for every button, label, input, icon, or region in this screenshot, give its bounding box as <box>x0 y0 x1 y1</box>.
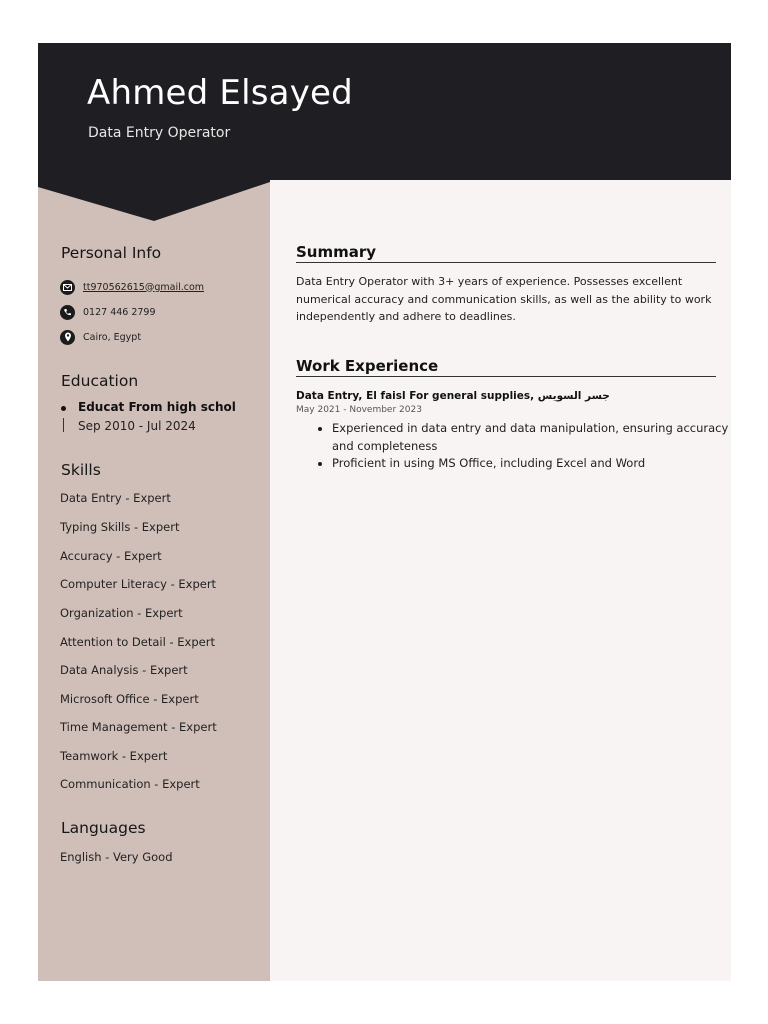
location-row <box>60 329 141 345</box>
skill-item: Data Entry - Expert <box>60 491 171 505</box>
skill-item: Microsoft Office - Expert <box>60 692 199 706</box>
job-title: Data Entry, El faisl For general supplies, جسر السويس <box>296 390 610 402</box>
education-heading: Education <box>61 372 139 390</box>
job-dates: May 2021 - November 2023 <box>296 405 422 415</box>
summary-text: Data Entry Operator with 3+ years of experience. Possesses excellent numerical accuracy and communication skills, as well as the ability to work independently and adhere to deadlines. <box>296 275 712 323</box>
education-timeline-line <box>63 418 64 432</box>
resume-page <box>38 43 731 981</box>
candidate-role: Data Entry Operator <box>88 125 231 141</box>
skill-item: Attention to Detail - Expert <box>60 635 215 649</box>
email-row[interactable] <box>60 279 204 295</box>
skill-item: Time Management - Expert <box>60 720 217 734</box>
job-bullet-list <box>316 420 731 473</box>
skill-item: Accuracy - Expert <box>60 549 162 563</box>
phone-icon <box>60 305 75 320</box>
skills-heading: Skills <box>61 461 101 479</box>
phone-text: 0127 446 2799 <box>83 306 156 318</box>
skill-item: Communication - Expert <box>60 777 200 791</box>
skill-item: Teamwork - Expert <box>60 749 168 763</box>
education-title: Educat From high schol <box>78 400 236 414</box>
skill-item: Organization - Expert <box>60 606 183 620</box>
location-text: Cairo, Egypt <box>83 331 142 343</box>
job-bullet: • Experienced in data entry and data manipulation, ensuring accuracy and completeness <box>332 420 731 455</box>
education-dates: Sep 2010 - Jul 2024 <box>78 419 196 433</box>
job-bullet: • Proficient in using MS Office, including Excel and Word <box>332 455 731 473</box>
phone-row <box>60 304 156 320</box>
skill-item: Typing Skills - Expert <box>60 520 180 534</box>
work-experience-heading: Work Experience <box>296 357 716 377</box>
email-link[interactable]: tt970562615@gmail.com <box>83 281 205 293</box>
candidate-name: Ahmed Elsayed <box>87 73 353 113</box>
location-pin-icon <box>60 330 75 345</box>
languages-heading: Languages <box>61 819 146 837</box>
header-chevron <box>38 179 270 221</box>
email-icon <box>60 280 75 295</box>
summary-heading: Summary <box>296 243 716 263</box>
skill-item: Computer Literacy - Expert <box>60 577 217 591</box>
language-item: English - Very Good <box>60 850 173 864</box>
education-bullet <box>61 406 66 411</box>
personal-info-heading: Personal Info <box>61 244 162 262</box>
resume-header <box>38 43 731 180</box>
skill-item: Data Analysis - Expert <box>60 663 188 677</box>
